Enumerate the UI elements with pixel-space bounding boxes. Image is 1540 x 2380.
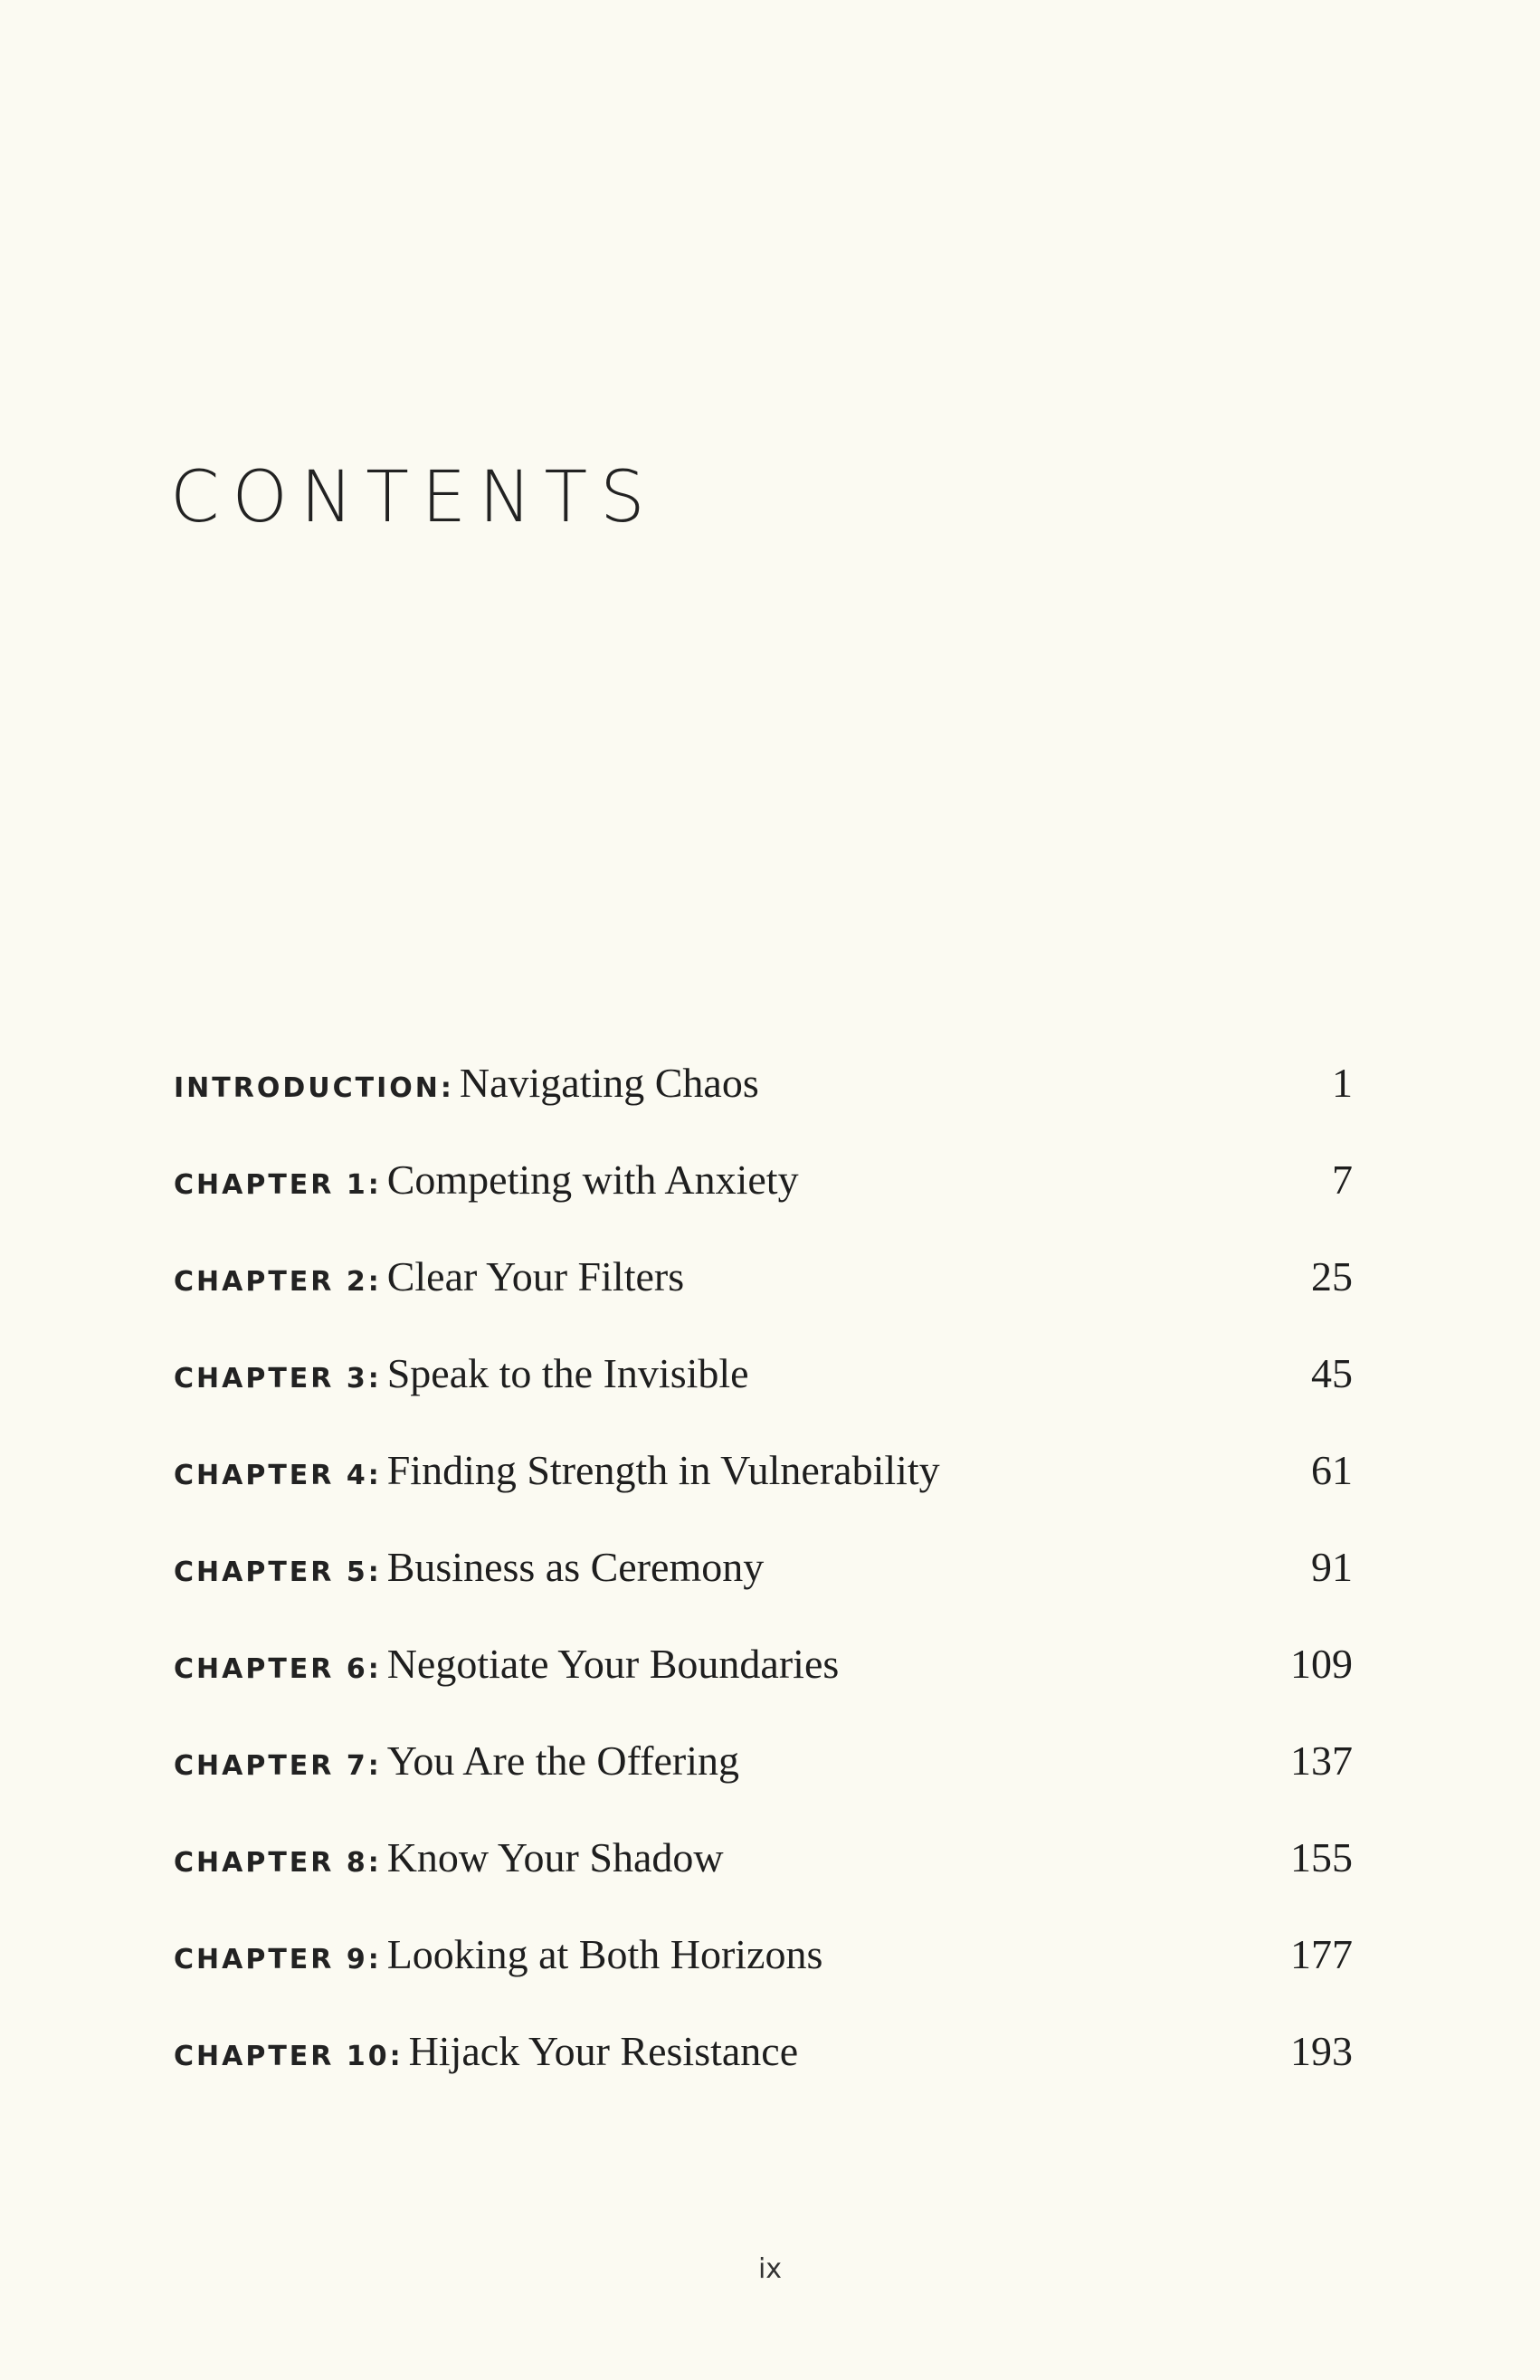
toc-entry[interactable] xyxy=(174,1640,1368,1737)
toc-entry[interactable] xyxy=(174,1252,1368,1349)
page-number: 91 xyxy=(1311,1544,1353,1590)
toc-entry[interactable] xyxy=(174,1930,1368,2027)
toc-entry[interactable] xyxy=(174,1833,1368,1930)
page-title: CONTENTS xyxy=(170,457,658,538)
chapter-label: CHAPTER 9: xyxy=(174,1944,382,1975)
toc-entry[interactable] xyxy=(174,1156,1368,1252)
chapter-label: CHAPTER 4: xyxy=(174,1460,382,1491)
chapter-title: Know Your Shadow xyxy=(386,1834,724,1880)
chapter-label: CHAPTER 7: xyxy=(174,1750,382,1782)
page-number: 7 xyxy=(1332,1157,1353,1203)
chapter-title: Clear Your Filters xyxy=(386,1253,685,1299)
chapter-label: CHAPTER 2: xyxy=(174,1266,382,1298)
chapter-title: Finding Strength in Vulnerability xyxy=(386,1447,940,1493)
chapter-title: Hijack Your Resistance xyxy=(408,2028,799,2074)
toc-entry[interactable] xyxy=(174,1737,1368,1833)
toc-entry[interactable] xyxy=(174,1543,1368,1640)
chapter-title: Business as Ceremony xyxy=(386,1544,765,1590)
page-number: 25 xyxy=(1311,1253,1353,1299)
chapter-title: Competing with Anxiety xyxy=(386,1157,799,1203)
page-number: 137 xyxy=(1290,1737,1353,1784)
page-number: 193 xyxy=(1290,2028,1353,2074)
page-number: 61 xyxy=(1311,1447,1353,1493)
page-number: 109 xyxy=(1290,1641,1353,1687)
chapter-label: CHAPTER 6: xyxy=(174,1653,382,1685)
chapter-title: You Are the Offering xyxy=(386,1737,739,1784)
chapter-title: Speak to the Invisible xyxy=(386,1350,749,1396)
chapter-title: Looking at Both Horizons xyxy=(386,1931,823,1977)
toc-entry[interactable] xyxy=(174,2027,1368,2124)
toc-entry[interactable] xyxy=(174,1059,1368,1156)
page-number: 177 xyxy=(1290,1931,1353,1977)
chapter-label: CHAPTER 10: xyxy=(174,2041,404,2072)
folio-page-number: ix xyxy=(757,2253,783,2285)
chapter-label: CHAPTER 5: xyxy=(174,1557,382,1588)
chapter-label: CHAPTER 1: xyxy=(174,1169,382,1201)
toc-entry[interactable] xyxy=(174,1446,1368,1543)
chapter-title: Negotiate Your Boundaries xyxy=(386,1641,840,1687)
chapter-title: Navigating Chaos xyxy=(459,1060,759,1106)
page-number: 1 xyxy=(1332,1060,1353,1106)
chapter-label: CHAPTER 8: xyxy=(174,1847,382,1879)
toc-entry[interactable] xyxy=(174,1349,1368,1446)
page-number: 45 xyxy=(1311,1350,1353,1396)
table-of-contents xyxy=(174,1059,1368,2124)
page-number: 155 xyxy=(1290,1834,1353,1880)
chapter-label: CHAPTER 3: xyxy=(174,1363,382,1395)
chapter-label: INTRODUCTION: xyxy=(174,1072,454,1104)
